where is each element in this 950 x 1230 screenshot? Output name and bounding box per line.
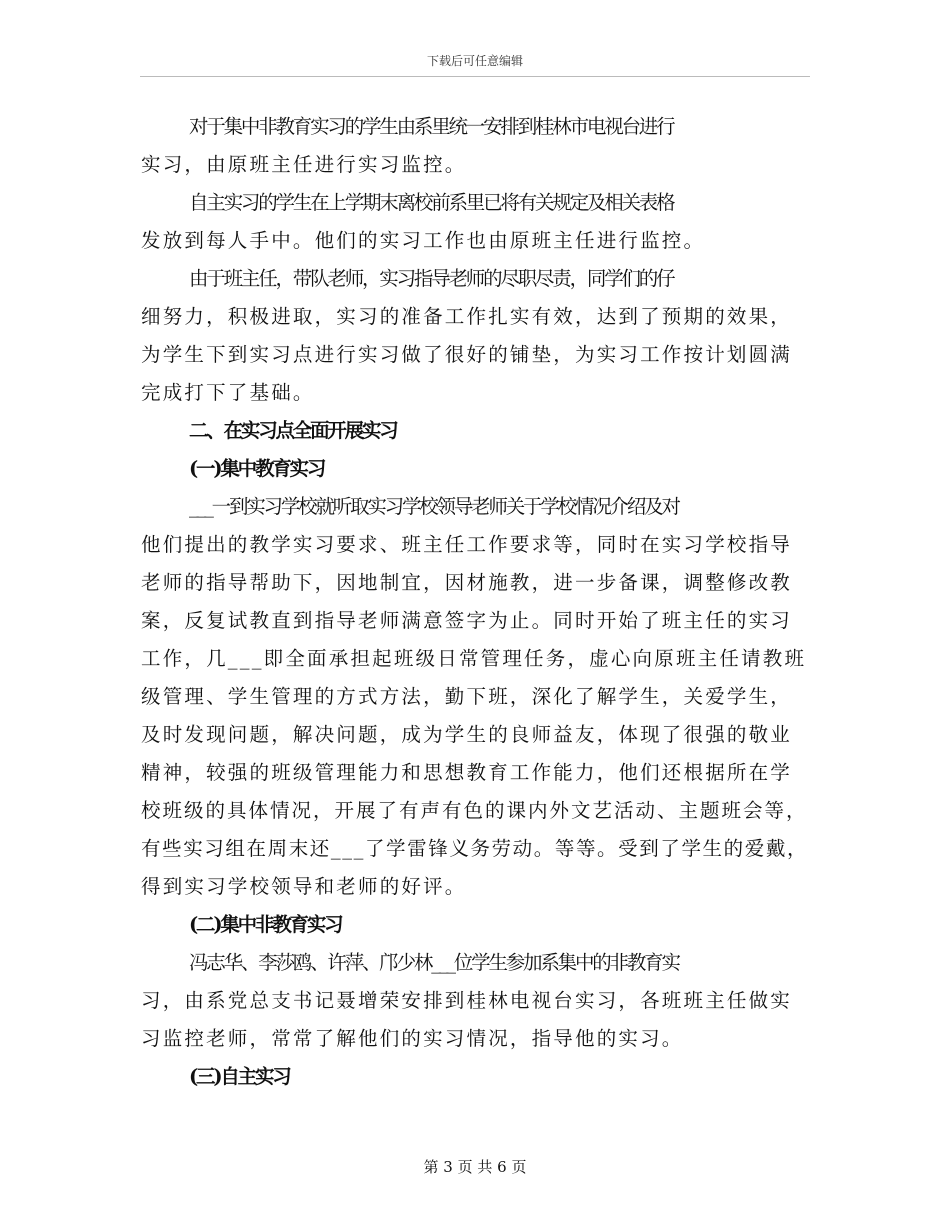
text-line: 习，由系党总支书记聂增荣安排到桂林电视台实习，各班班主任做实 xyxy=(141,989,793,1012)
text-line: ___一到实习学校就听取实习学校领导老师关于学校情况介绍及对 xyxy=(189,495,679,518)
text-line: 为学生下到实习点进行实习做了很好的铺垫，为实习工作按计划圆满 xyxy=(141,343,793,366)
text-line: 完成打下了基础。 xyxy=(141,381,315,404)
text-line: 精神，较强的班级管理能力和思想教育工作能力，他们还根据所在学 xyxy=(141,761,793,784)
document-body xyxy=(141,108,813,1096)
text-line: 发放到每人手中。他们的实习工作也由原班主任进行监控。 xyxy=(141,229,706,252)
text-line: 工作，几___即全面承担起班级日常管理任务，虚心向原班主任请教班 xyxy=(141,647,807,670)
text-line: 自主实习的学生在上学期末离校前系里已将有关规定及相关表格 xyxy=(189,191,674,214)
text-line: 老师的指导帮助下，因地制宜，因材施教，进一步备课，调整修改教 xyxy=(141,571,793,594)
section-heading: (三)自主实习 xyxy=(189,1065,290,1088)
page-header: 下载后可任意编辑 xyxy=(426,54,523,68)
text-line: 细努力，积极进取，实习的准备工作扎实有效，达到了预期的效果， xyxy=(141,305,793,328)
text-line: 得到实习学校领导和老师的好评。 xyxy=(141,875,467,898)
text-line: 案，反复试教直到指导老师满意签字为止。同时开始了班主任的实习 xyxy=(141,609,793,632)
text-line: 习监控老师，常常了解他们的实习情况，指导他的实习。 xyxy=(141,1027,684,1050)
text-line: 校班级的具体情况，开展了有声有色的课内外文艺活动、主题班会等， xyxy=(141,799,808,822)
text-line: 有些实习组在周末还___了学雷锋义务劳动。等等。受到了学生的爱戴， xyxy=(141,837,809,860)
text-line: 他们提出的教学实习要求、班主任工作要求等，同时在实习学校指导 xyxy=(141,533,793,556)
header-rule xyxy=(140,76,810,77)
text-line: 实习，由原班主任进行实习监控。 xyxy=(141,153,467,176)
text-line: 由于班主任，带队老师，实习指导老师的尽职尽责，同学们的仔 xyxy=(189,267,674,290)
section-heading: (二)集中非教育实习 xyxy=(189,913,342,936)
text-line: 对于集中非教育实习的学生由系里统一安排到桂林市电视台进行 xyxy=(189,115,674,138)
text-line: 及时发现问题，解决问题，成为学生的良师益友，体现了很强的敬业 xyxy=(141,723,793,746)
text-line: 级管理、学生管理的方式方法，勤下班，深化了解学生，关爱学生， xyxy=(141,685,793,708)
section-heading: 二、在实习点全面开展实习 xyxy=(189,419,397,442)
page-footer: 第 3 页 共 6 页 xyxy=(423,1158,527,1176)
text-line: 冯志华、李莎鸥、许萍、邝少林___位学生参加系集中的非教育实 xyxy=(189,951,679,974)
section-heading: (一)集中教育实习 xyxy=(189,457,325,480)
